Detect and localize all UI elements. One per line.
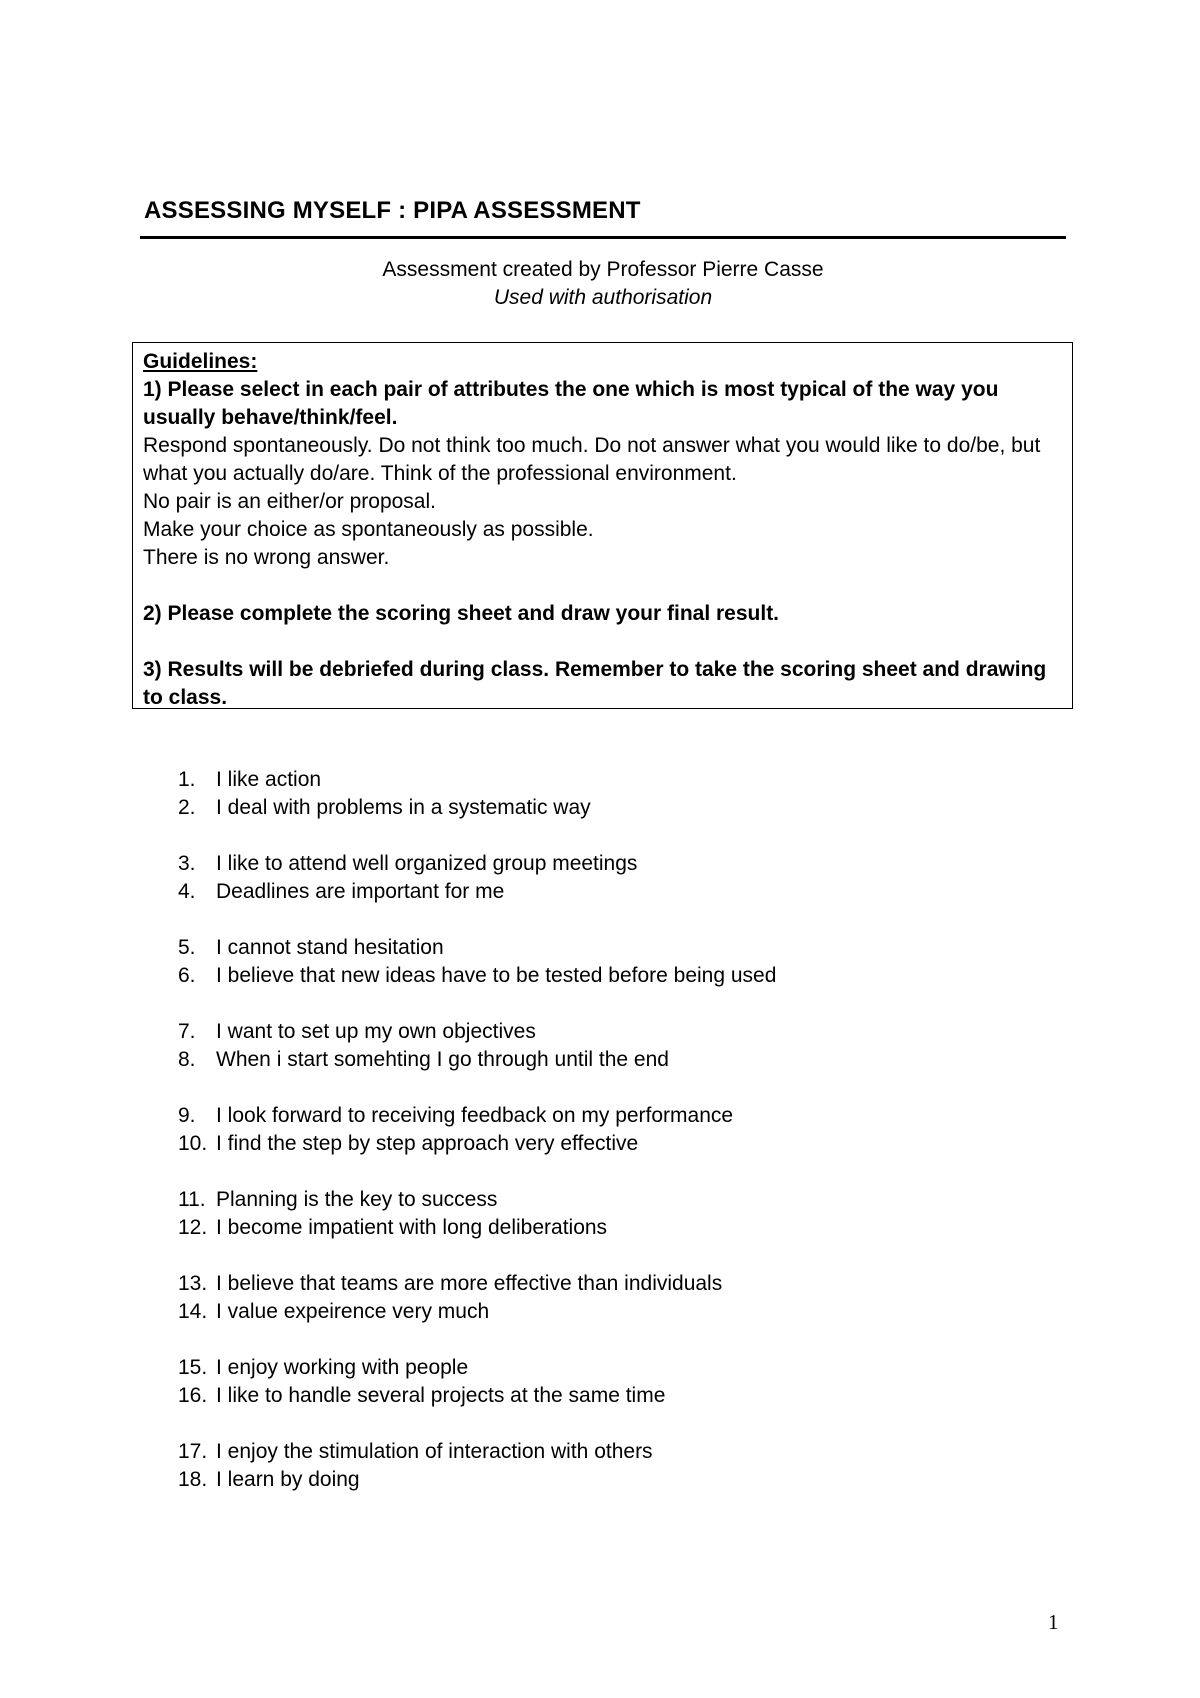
author-credit: Assessment created by Professor Pierre Casse bbox=[382, 258, 824, 281]
statement-item[interactable] bbox=[178, 1382, 776, 1410]
statement-text: I believe that teams are more effective than individuals bbox=[216, 1272, 723, 1295]
guidelines-box bbox=[132, 342, 1073, 709]
statement-number: 11. bbox=[178, 1188, 206, 1211]
statement-item[interactable] bbox=[178, 1046, 776, 1074]
statement-text: I find the step by step approach very effective bbox=[216, 1132, 639, 1155]
statement-text: Deadlines are important for me bbox=[216, 880, 505, 903]
authorisation-note: Used with authorisation bbox=[493, 286, 713, 309]
statement-number: 3. bbox=[178, 852, 196, 875]
statement-text: Planning is the key to success bbox=[216, 1188, 498, 1211]
statement-item[interactable] bbox=[178, 962, 776, 990]
statement-item[interactable] bbox=[178, 1214, 776, 1242]
statement-text: I like to attend well organized group meetings bbox=[216, 852, 638, 875]
statement-number: 10. bbox=[178, 1132, 208, 1155]
statement-text: I value expeirence very much bbox=[216, 1300, 490, 1323]
statement-text: I enjoy working with people bbox=[216, 1356, 469, 1379]
statement-number: 6. bbox=[178, 964, 196, 987]
statement-text: When i start somehting I go through until the end bbox=[216, 1048, 669, 1071]
statement-number: 13. bbox=[178, 1272, 208, 1295]
statement-item[interactable] bbox=[178, 934, 776, 962]
statement-list bbox=[178, 766, 776, 1522]
statement-pair bbox=[178, 934, 776, 990]
statement-text: I enjoy the stimulation of interaction with others bbox=[216, 1440, 653, 1463]
guideline-step-1: 1) Please select in each pair of attributes the one which is most typical of the way you usually behave/think/feel. bbox=[143, 378, 999, 429]
statement-item[interactable] bbox=[178, 1102, 776, 1130]
statement-pair bbox=[178, 1354, 776, 1410]
statement-text: I learn by doing bbox=[216, 1468, 360, 1491]
statement-item[interactable] bbox=[178, 1130, 776, 1158]
statement-pair bbox=[178, 850, 776, 906]
guideline-step-2: 2) Please complete the scoring sheet and draw your final result. bbox=[143, 602, 780, 625]
statement-item[interactable] bbox=[178, 1354, 776, 1382]
guideline-note: No pair is an either/or proposal. bbox=[143, 490, 436, 513]
statement-text: I like action bbox=[216, 768, 322, 791]
statement-item[interactable] bbox=[178, 1466, 776, 1494]
statement-pair bbox=[178, 1018, 776, 1074]
statement-number: 14. bbox=[178, 1300, 208, 1323]
title-underline bbox=[140, 236, 1066, 239]
statement-number: 17. bbox=[178, 1440, 208, 1463]
statement-item[interactable] bbox=[178, 878, 776, 906]
statement-item[interactable] bbox=[178, 1298, 776, 1326]
statement-item[interactable] bbox=[178, 1438, 776, 1466]
statement-text: I like to handle several projects at the same time bbox=[216, 1384, 666, 1407]
statement-number: 2. bbox=[178, 796, 196, 819]
statement-item[interactable] bbox=[178, 766, 776, 794]
statement-number: 18. bbox=[178, 1468, 208, 1491]
statement-text: I cannot stand hesitation bbox=[216, 936, 444, 959]
statement-text: I become impatient with long deliberations bbox=[216, 1216, 608, 1239]
statement-item[interactable] bbox=[178, 794, 776, 822]
guideline-note: Make your choice as spontaneously as possible. bbox=[143, 518, 594, 541]
statement-text: I deal with problems in a systematic way bbox=[216, 796, 591, 819]
statement-number: 5. bbox=[178, 936, 196, 959]
statement-item[interactable] bbox=[178, 1018, 776, 1046]
statement-number: 12. bbox=[178, 1216, 208, 1239]
guideline-note: There is no wrong answer. bbox=[143, 546, 390, 569]
spacer bbox=[143, 628, 1062, 656]
statement-item[interactable] bbox=[178, 1186, 776, 1214]
statement-number: 8. bbox=[178, 1048, 196, 1071]
statement-text: I want to set up my own objectives bbox=[216, 1020, 536, 1043]
statement-item[interactable] bbox=[178, 1270, 776, 1298]
statement-text: I look forward to receiving feedback on my performance bbox=[216, 1104, 734, 1127]
statement-pair bbox=[178, 1270, 776, 1326]
page-number: 1 bbox=[1048, 1610, 1059, 1634]
statement-pair bbox=[178, 1102, 776, 1158]
statement-number: 7. bbox=[178, 1020, 196, 1043]
spacer bbox=[143, 572, 1062, 600]
statement-number: 15. bbox=[178, 1356, 208, 1379]
statement-number: 9. bbox=[178, 1104, 196, 1127]
document-title: ASSESSING MYSELF : PIPA ASSESSMENT bbox=[144, 197, 641, 224]
statement-number: 4. bbox=[178, 880, 196, 903]
statement-text: I believe that new ideas have to be tested before being used bbox=[216, 964, 777, 987]
statement-number: 1. bbox=[178, 768, 196, 791]
statement-number: 16. bbox=[178, 1384, 208, 1407]
guideline-note: Respond spontaneously. Do not think too much. Do not answer what you would like to do/be, but what you actually do/are. Think of the professional environment. bbox=[143, 434, 1041, 485]
statement-pair bbox=[178, 766, 776, 822]
statement-item[interactable] bbox=[178, 850, 776, 878]
guideline-step-3: 3) Results will be debriefed during class. Remember to take the scoring sheet and drawing to class. bbox=[143, 658, 1047, 709]
statement-pair bbox=[178, 1186, 776, 1242]
guidelines-heading: Guidelines: bbox=[143, 350, 258, 373]
statement-pair bbox=[178, 1438, 776, 1494]
